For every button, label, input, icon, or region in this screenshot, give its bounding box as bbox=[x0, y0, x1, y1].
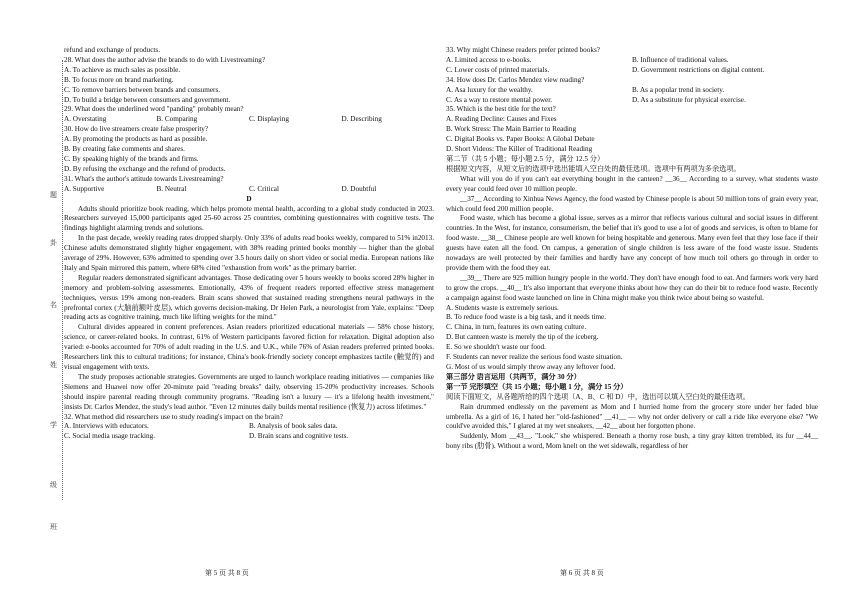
left-column bbox=[64, 46, 434, 442]
question-34: 34. How does Dr. Carlos Mendez view reading? bbox=[446, 75, 585, 84]
q32-options bbox=[64, 422, 434, 432]
option: C. By speaking highly of the brands and firms. bbox=[64, 154, 199, 163]
cloze-paragraph: Suddenly, Mom __43__. "Look," she whispered. Beneath a thorny rose bush, a tiny gray kitten trembled, its fur __44__ bony ribs (肋骨). Without a word, Mom knelt on the wet sidewalk, regardless of her bbox=[446, 432, 818, 451]
passage-paragraph: Regular readers demonstrated significant advantages. Those dedicating over 5 hours weekly to books scored 28% higher in memory and problem-solving assessments. Emotionally, 43% of frequent readers reported effective stress management techniques, versus 19% among non-readers. Brain scans showed that sustained reading strengthens neural pathways in the prefrontal cortex (大脑前额叶皮层), which governs decision-making. Dr Helen Park, a neurologist from Yale, explains: "Deep reading acts as cognitive training, much like lifting weights for the mind." bbox=[64, 273, 434, 322]
margin-char: 级 bbox=[50, 481, 57, 489]
section-heading: D bbox=[246, 194, 252, 203]
choice: F. Students can never realize the serious food waste situation. bbox=[446, 353, 623, 362]
binding-line bbox=[62, 60, 63, 500]
page-number: 第 5 页 共 8 页 bbox=[205, 569, 249, 577]
question-32: 32. What method did researchers use to study reading's impact on the brain? bbox=[64, 412, 283, 421]
option: C. Digital Books vs. Paper Books: A Global Debate bbox=[446, 135, 595, 144]
option: D. Doubtful bbox=[341, 184, 377, 193]
question-29: 29. What does the underlined word "panding" probably mean? bbox=[64, 105, 244, 114]
margin-char: 班 bbox=[50, 523, 57, 531]
option: C. Social media usage tracking. bbox=[64, 432, 156, 441]
choice: A. Students waste is extremely serious. bbox=[446, 303, 559, 312]
option: C. To remove barriers between brands and consumers. bbox=[64, 85, 221, 94]
option: C. Critical bbox=[249, 184, 279, 193]
instructions: 阅读下面短文，从各题所给的四个选项（A、B、C 和 D）中，选出可以填入空白处的最佳选项。 bbox=[446, 392, 750, 401]
q33-options bbox=[446, 56, 818, 66]
section-heading: 第一节 完形填空（共 15 小题；每小题 1 分，满分 15 分） bbox=[446, 382, 628, 391]
q31-options bbox=[64, 185, 434, 195]
passage-paragraph: __37__ According to Xinhua News Agency, the food wasted by Chinese people is about 50 million tons of grain every year, which could feed 200 million people. bbox=[446, 194, 818, 213]
q32-options bbox=[64, 432, 434, 442]
option: D. Government restrictions on digital content. bbox=[632, 65, 765, 74]
question-35: 35. Which is the best title for the text? bbox=[446, 105, 556, 114]
option: C. Displaying bbox=[249, 115, 289, 124]
question-31: 31. What's the author's attitude towards Livestreaming? bbox=[64, 174, 224, 183]
passage-paragraph: In the past decade, weekly reading rates dropped sharply. Only 33% of adults read books weekly, compared to 51% in2013. Chinese adults demonstrated slightly higher engagement, with 38% reading printed books monthly — higher than the global average of 29%. However, 63% admitted to spending over 3.5 hours daily on short video or social media. European nations like Italy and Spain mirrored this pattern, where 68% cited "exhaustion from work" as the primary barrier. bbox=[64, 234, 434, 272]
section-heading: 第二节（共 5 小题；每小题 2.5 分，满分 12.5 分） bbox=[446, 154, 605, 163]
option: A. Supportive bbox=[64, 184, 105, 193]
option: B. Analysis of book sales data. bbox=[249, 422, 338, 431]
passage-paragraph: Cultural divides appeared in content preferences. Asian readers prioritized educational materials — 58% chose history, science, or career-related books. In contrast, 61% of Western participants favored fiction for relaxation. Digital adoption also varied: e-books accounted for 70% of adult reading in the U.S. and U.K., while 76% of Asian readers preferred printed books. Researchers link this to cultural traditions; for instance, China's book-friendly society concept emphasizes tactile (触觉的) and visual engagement with texts. bbox=[64, 323, 434, 371]
option: A. To achieve as much sales as possible. bbox=[64, 65, 181, 74]
option: C. Lower costs of printed materials. bbox=[446, 65, 550, 74]
option: D. To build a bridge between consumers and government. bbox=[64, 95, 231, 104]
option: D. Describing bbox=[341, 115, 382, 124]
option: C. As a way to restore mental power. bbox=[446, 95, 552, 104]
choice: E. So we shouldn't waste our food. bbox=[446, 343, 546, 352]
margin-char: 题 bbox=[50, 191, 57, 199]
option: B. To focus more on brand marketing. bbox=[64, 75, 174, 84]
choice: B. To reduce food waste is a big task, and it needs time. bbox=[446, 313, 607, 322]
right-column bbox=[446, 46, 818, 452]
instructions: 根据短文内容，从短文后的选项中选出能填入空白处的最佳选项。选项中有两项为多余选项。 bbox=[446, 164, 741, 173]
choice: G. Most of us would simply throw away any leftover food. bbox=[446, 363, 616, 371]
text-line: refund and exchange of products. bbox=[64, 46, 160, 54]
passage-paragraph: The study proposes actionable strategies. Governments are urged to launch workplace reading initiatives — companies like Siemens and Huawei now offer 20-minute paid "reading breaks" daily, observing 15-20% productivity increases. Schools should inspire parental reading through community programs. "Reading isn't a luxury — it's a lifelong health investment," insists Dr. Carlos Mendez, the study's lead author. "Even 12 minutes daily builds mental resilience (恢复力) across lifetimes." bbox=[64, 372, 434, 411]
passage-paragraph: What will you do if you can't eat everything bought in the canteen? __36__ According to a survey, what students waste every year could feed over 10 million people. bbox=[446, 174, 818, 193]
option: D. By refusing the exchange and the refund of products. bbox=[64, 164, 226, 173]
option: D. Short Videos: The Killer of Traditional Reading bbox=[446, 145, 593, 154]
question-33: 33. Why might Chinese readers prefer printed books? bbox=[446, 46, 600, 54]
question-28: 28. What does the author advise the brands to do with Livestreaming? bbox=[64, 55, 266, 64]
q34-options bbox=[446, 96, 818, 106]
q29-options bbox=[64, 115, 434, 125]
choice: C. China, in turn, features its own eating culture. bbox=[446, 323, 587, 332]
binding-margin bbox=[50, 60, 60, 531]
option: B. Comparing bbox=[156, 115, 198, 124]
option: B. Influence of traditional values. bbox=[632, 55, 729, 64]
option: A. Overstating bbox=[64, 115, 107, 124]
passage-paragraph: Food waste, which has become a global issue, serves as a mirror that reflects various cultural and social issues in different countries. In the West, for instance, consumerism, the belief that it's good to use a lot of goods and services, is often to blame for food waste. __38__ Chinese people are well known for being hospitable and generous. Many even feel that they lose face if their guests have eaten all the food. On campus, a generation of single children is less aware of the food waste issue. Students nowadays are well protected by their families and hardly have any concept of how much toil others go through in order to provide them with the food they eat. bbox=[446, 214, 818, 272]
option: A. By promoting the products as hard as possible. bbox=[64, 135, 208, 144]
passage-paragraph: Adults should prioritize book reading, which helps promote mental health, according to a global study conducted in 2023. Researchers surveyed 15,000 participants aged 25-60 across 25 countries, combining questionnaires with cognitive tests. The findings highlight alarming trends and solutions. bbox=[64, 204, 434, 233]
option: A. Limited access to e-books. bbox=[446, 55, 532, 64]
option: B. As a popular trend in society. bbox=[632, 85, 725, 94]
margin-char: 名 bbox=[50, 301, 57, 309]
option: A. Asa luxury for the wealthy. bbox=[446, 85, 533, 94]
part-heading: 第三部分 语言运用（共两节，满分 30 分） bbox=[446, 372, 581, 381]
choice: D. But canteen waste is merely the tip of the iceberg. bbox=[446, 333, 599, 342]
option: A. Interviews with educators. bbox=[64, 422, 149, 431]
q34-options bbox=[446, 86, 818, 96]
page-number: 第 6 页 共 8 页 bbox=[560, 569, 604, 577]
margin-char: 姓 bbox=[50, 361, 57, 369]
margin-char: 学 bbox=[50, 421, 57, 429]
option: B. By creating fake comments and shares. bbox=[64, 145, 185, 154]
q33-options bbox=[446, 66, 818, 76]
cloze-paragraph: Rain drummed endlessly on the pavement as Mom and I hurried home from the grocery store under her faded blue umbrella. As a girl of 16, I hated her "old-fashioned" __41__ — why not order delivery or call a ride like everyone else? "We could've avoided this," I glared at my wet sneakers, __42__ about her forgotten phone. bbox=[446, 402, 818, 431]
option: D. As a substitute for physical exercise. bbox=[632, 95, 746, 104]
option: D. Brain scans and cognitive tests. bbox=[249, 432, 349, 441]
passage-paragraph: __39__ There are 925 million hungry people in the world. They don't have enough food to eat. And farmers work very hard to grow the crops. __40__ It's also important that everyone thinks about how they can do their bit to reduce food waste. Recently a campaign against food waste launched on line in China might make you think twice about being so wasteful. bbox=[446, 273, 818, 302]
option: A. Reading Decline: Causes and Fixes bbox=[446, 115, 557, 124]
question-30: 30. How do live streamers create false prosperity? bbox=[64, 125, 209, 134]
option: B. Work Stress: The Main Barrier to Reading bbox=[446, 125, 577, 134]
margin-char: 卦 bbox=[50, 239, 57, 247]
option: B. Neutral bbox=[156, 184, 187, 193]
